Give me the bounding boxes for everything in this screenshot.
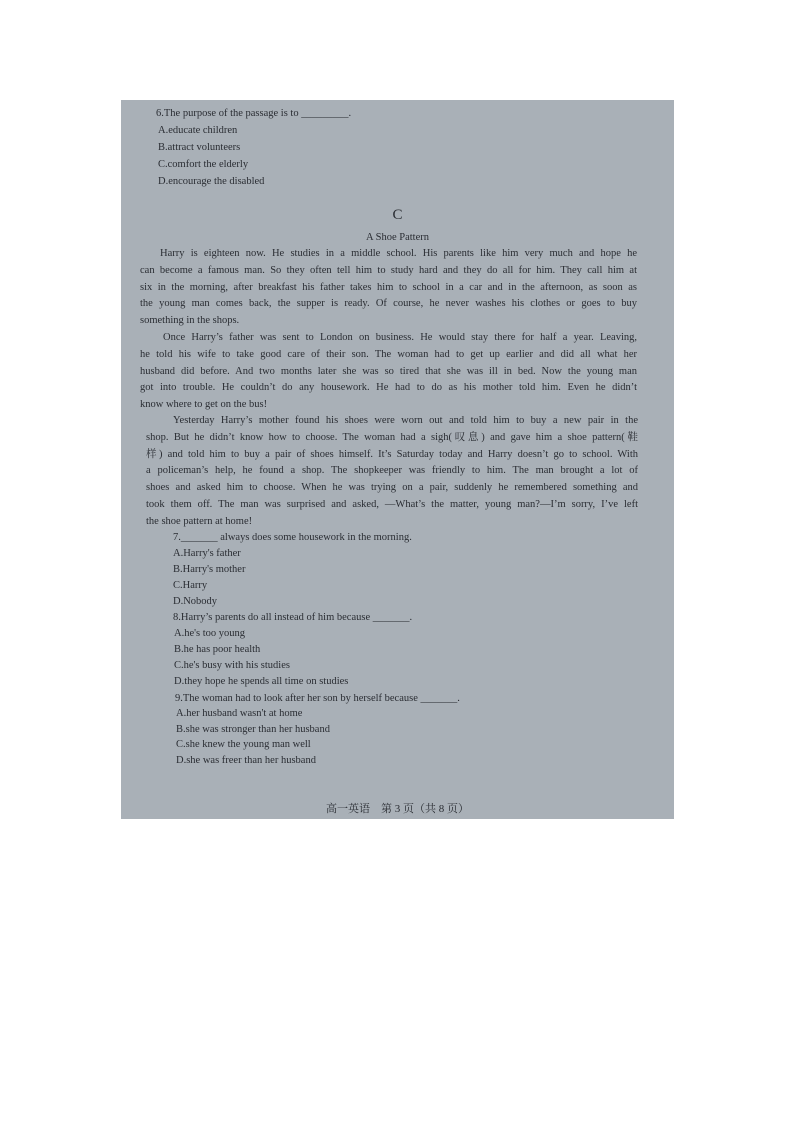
question-7: 7._______ always does some housework in the morning.	[173, 532, 412, 543]
scanned-page	[121, 100, 674, 819]
q6-option-d: D.encourage the disabled	[158, 176, 265, 187]
paragraph-line: he told his wife to take good care of their son. The woman had to get up earlier and did all what her	[140, 348, 637, 360]
question-8: 8.Harry’s parents do all instead of him because _______.	[173, 612, 413, 623]
page-footer: 高一英语 第 3 页（共 8 页）	[326, 803, 469, 815]
section-heading: C	[392, 207, 403, 223]
paragraph-line: know where to get on the bus!	[140, 399, 268, 411]
q7-option-a: A.Harry's father	[173, 548, 241, 559]
paragraph-line: can become a famous man. So they often tell him to study hard and they do all for him. They call him at	[140, 264, 637, 276]
passage-title: A Shoe Pattern	[366, 232, 429, 243]
paragraph-line: 样) and told him to buy a pair of shoes himself. It’s Saturday today and Harry doesn’t go to school. With	[146, 448, 638, 460]
paragraph-line: Once Harry’s father was sent to London on business. He would stay there for half a year. Leaving,	[163, 332, 637, 343]
paragraph-line: six in the morning, after breakfast his father takes him to school in a car and in the afternoon, as soon as	[140, 281, 637, 293]
paragraph-line: got into trouble. He couldn’t do any housework. He had to do as his mother told him. Even he didn’t	[140, 382, 637, 394]
paragraph-2	[140, 330, 637, 414]
paragraph-3	[146, 413, 638, 531]
question-9: 9.The woman had to look after her son by herself because _______.	[175, 693, 460, 704]
paragraph-line: a policeman’s help, he found a shop. The shopkeeper was friendly to him. The man brought a lot of	[146, 465, 638, 477]
paragraph-1	[140, 246, 637, 330]
q9-option-a: A.her husband wasn't at home	[176, 708, 303, 719]
q9-option-c: C.she knew the young man well	[176, 739, 311, 750]
q6-option-a: A.educate children	[158, 125, 238, 136]
paragraph-line: took them off. The man was surprised and asked, —What’s the matter, young man?—I’m sorry, I’ve left	[146, 498, 638, 510]
paragraph-line: shoes and asked him to choose. When he was trying on a pair, suddenly he remembered something and	[146, 482, 638, 494]
q9-option-b: B.she was stronger than her husband	[176, 724, 330, 735]
paragraph-line: Harry is eighteen now. He studies in a middle school. His parents like him very much and hope he	[160, 248, 637, 259]
q6-option-b: B.attract volunteers	[158, 142, 241, 153]
q8-option-b: B.he has poor health	[174, 644, 261, 655]
paragraph-line: the young man comes back, the supper is ready. Of course, he never washes his clothes or goes to buy	[140, 298, 637, 310]
q7-option-c: C.Harry	[173, 580, 208, 591]
paragraph-line: husband did before. And two months later she was so tired that she was ill in bed. Now the young man	[140, 365, 637, 377]
paragraph-line: Yesterday Harry’s mother found his shoes were worn out and told him to buy a new pair in the	[173, 415, 638, 426]
q8-option-a: A.he's too young	[174, 628, 246, 639]
q7-option-d: D.Nobody	[173, 596, 218, 607]
q7-option-b: B.Harry's mother	[173, 564, 246, 575]
q6-option-c: C.comfort the elderly	[158, 159, 249, 170]
q8-option-c: C.he's busy with his studies	[174, 660, 290, 671]
paragraph-line: something in the shops.	[140, 315, 240, 327]
paragraph-line: the shoe pattern at home!	[146, 515, 253, 527]
q8-option-d: D.they hope he spends all time on studies	[174, 676, 349, 687]
question-6: 6.The purpose of the passage is to _________.	[156, 108, 352, 119]
q9-option-d: D.she was freer than her husband	[176, 755, 316, 766]
paragraph-line: shop. But he didn’t know how to choose. The woman had a sigh(叹息) and gave him a shoe pattern(鞋	[146, 431, 638, 443]
